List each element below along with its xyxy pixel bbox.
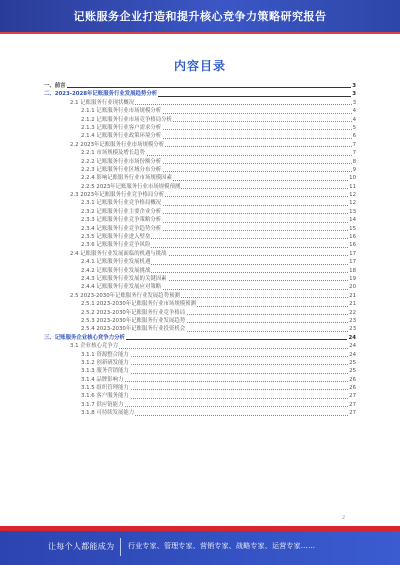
report-title: 记账服务企业打造和提升核心竞争力策略研究报告 [73, 10, 327, 23]
footer-tagline: 行业专家、管理专家、营销专家、战略专家、运营专家…… [128, 542, 316, 550]
toc-entry-title: 3.1.1 资源整合能力 [81, 351, 129, 358]
toc-entry-title: 2.3.6 记账服务行业竞争风险 [81, 242, 151, 249]
toc-entry-page: 24 [349, 351, 356, 358]
toc-entry-title: 2.5.1 2023-2030年记账服务行业市场规模预测 [81, 301, 196, 308]
toc-entry[interactable] [44, 199, 356, 207]
toc-entry-page: 12 [349, 192, 356, 199]
table-of-contents [44, 82, 356, 418]
toc-entry-title: 2.1.4 记账服务行业政策环境分析 [81, 133, 162, 140]
toc-entry-title: 2.2.4 影响记账服务行业市场规模因素 [81, 175, 172, 182]
toc-entry-title: 2.2.1 市场规模及增长趋势 [81, 150, 145, 157]
toc-entry-page: 17 [349, 250, 356, 257]
toc-entry[interactable] [44, 174, 356, 182]
toc-entry-title: 2.4.2 记账服务行业发展挑战 [81, 267, 151, 274]
toc-entry[interactable] [44, 292, 356, 300]
toc-entry-title: 3.1.8 可持续发展能力 [81, 410, 135, 417]
toc-entry-title: 2.3.2 记账服务行业主要企业分析 [81, 208, 162, 215]
toc-entry[interactable] [44, 367, 356, 375]
toc-entry[interactable] [44, 392, 356, 400]
toc-entry-page: 16 [349, 234, 356, 241]
toc-heading: 内容目录 [173, 59, 226, 73]
toc-entry-page: 27 [349, 401, 356, 408]
toc-entry-page: 3 [352, 91, 356, 98]
toc-entry-page: 7 [352, 141, 356, 148]
toc-entry-page: 6 [352, 133, 356, 140]
toc-entry-page: 15 [349, 225, 356, 232]
toc-entry-page: 21 [349, 301, 356, 308]
toc-entry[interactable] [44, 116, 356, 124]
toc-entry-page: 5 [352, 124, 356, 131]
toc-entry-page: 11 [349, 183, 356, 190]
toc-entry-page: 22 [349, 309, 356, 316]
toc-entry[interactable] [44, 258, 356, 266]
toc-entry-page: 7 [352, 150, 356, 157]
toc-entry[interactable] [44, 359, 356, 367]
toc-entry[interactable] [44, 351, 356, 359]
toc-entry-page: 20 [349, 284, 356, 291]
toc-entry[interactable] [44, 149, 356, 157]
toc-entry-page: 10 [349, 175, 356, 182]
toc-entry[interactable] [44, 124, 356, 132]
toc-entry-page: 3 [352, 99, 356, 106]
toc-entry[interactable] [44, 309, 356, 317]
toc-entry-title: 2.5.4 2023-2030年记账服务行业投资机会 [81, 326, 186, 333]
toc-entry[interactable] [44, 225, 356, 233]
toc-entry-title: 2.1.2 记账服务行业市场竞争格局分析 [81, 116, 172, 123]
toc-entry-title: 2.5.2 2023-2030年记账服务行业竞争格局 [81, 309, 186, 316]
toc-entry-page: 23 [349, 326, 356, 333]
toc-entry-title: 2.3.4 记账服务行业竞争趋势分析 [81, 225, 162, 232]
toc-entry[interactable] [44, 250, 356, 258]
toc-entry-title: 3.1.7 供应链能力 [81, 401, 124, 408]
toc-leader [44, 87, 352, 88]
toc-entry-page: 16 [349, 242, 356, 249]
toc-entry[interactable] [44, 241, 356, 249]
toc-entry-title: 2.5.3 2023-2030年记账服务行业发展趋势 [81, 317, 186, 324]
toc-entry-title: 3.1.6 客户服务能力 [81, 393, 129, 400]
toc-entry-page: 23 [349, 317, 356, 324]
toc-entry-title: 2.1 记账服务行业现状概况 [70, 99, 135, 106]
toc-entry-title: 2.3.1 记账服务行业竞争格局概况 [81, 200, 162, 207]
toc-entry-page: 13 [349, 208, 356, 215]
toc-entry[interactable] [44, 334, 356, 342]
toc-entry-page: 17 [349, 259, 356, 266]
toc-entry[interactable] [44, 208, 356, 216]
toc-entry-page: 9 [352, 166, 356, 173]
report-header [0, 0, 400, 34]
toc-entry-title: 3.1.3 服务营销能力 [81, 368, 129, 375]
toc-entry-title: 3.1.5 组织管理能力 [81, 385, 129, 392]
toc-entry-page: 12 [349, 200, 356, 207]
toc-entry-page: 18 [349, 267, 356, 274]
toc-entry-title: 2.2 2023年记账服务行业市场规模分析 [70, 141, 165, 148]
toc-entry[interactable] [44, 166, 356, 174]
footer-slogan: 让每个人都能成为 [48, 542, 115, 551]
toc-entry-page: 19 [349, 275, 356, 282]
toc-entry[interactable] [44, 401, 356, 409]
footer-divider [120, 538, 121, 556]
toc-entry[interactable] [44, 158, 356, 166]
toc-entry-page: 25 [349, 368, 356, 375]
toc-entry[interactable] [44, 283, 356, 291]
toc-entry-page: 4 [352, 108, 356, 115]
toc-entry[interactable] [44, 216, 356, 224]
toc-entry-title: 2.4 记账服务行业发展面临的机遇与挑战 [70, 250, 167, 257]
toc-entry-title: 2.2.3 记账服务行业区域分布分析 [81, 166, 162, 173]
toc-entry[interactable] [44, 183, 356, 191]
toc-entry-page: 25 [349, 359, 356, 366]
toc-entry[interactable] [44, 317, 356, 325]
toc-entry-title: 2.4.3 记账服务行业发展的关键因素 [81, 275, 167, 282]
toc-entry-page: 24 [349, 343, 356, 350]
toc-entry[interactable] [44, 376, 356, 384]
toc-entry-title: 三、记账服务企业核心竞争力分析 [44, 334, 125, 341]
toc-entry[interactable] [44, 141, 356, 149]
toc-entry[interactable] [44, 191, 356, 199]
toc-entry-title: 2.3 2023年记账服务行业竞争格局分析 [70, 192, 165, 199]
toc-entry-title: 一、前言 [44, 83, 66, 89]
toc-entry[interactable] [44, 342, 356, 350]
toc-entry[interactable] [44, 107, 356, 115]
toc-entry-title: 2.3.5 记账服务行业进入壁垒 [81, 234, 151, 241]
toc-entry-title: 二、2023-2028年记账服务行业发展趋势分析 [44, 91, 158, 98]
toc-entry[interactable] [44, 275, 356, 283]
toc-entry[interactable] [44, 99, 356, 107]
toc-entry-page: 24 [348, 334, 356, 341]
toc-entry-page: 27 [349, 410, 356, 417]
toc-entry-page: 14 [349, 217, 356, 224]
toc-entry-title: 3.1.4 品牌影响力 [81, 376, 124, 383]
toc-entry-title: 2.1.1 记账服务行业市场规模分析 [81, 108, 162, 115]
toc-entry-page: 27 [349, 393, 356, 400]
toc-entry-page: 3 [352, 83, 356, 89]
toc-entry-title: 3.1 企业核心竞争力 [70, 343, 119, 350]
toc-entry[interactable] [44, 300, 356, 308]
toc-entry[interactable] [44, 132, 356, 140]
toc-entry-title: 2.2.2 记账服务行业市场份额分析 [81, 158, 162, 165]
toc-entry-page: 8 [352, 158, 356, 165]
toc-entry-page: 26 [349, 385, 356, 392]
toc-entry-title: 3.1.2 创新研发能力 [81, 359, 129, 366]
toc-entry-title: 2.5 2023-2030年记账服务行业发展趋势预测 [70, 292, 180, 299]
toc-entry-title: 2.2.5 2023年记账服务行业市场规模预测 [81, 183, 181, 190]
toc-entry-page: 26 [349, 376, 356, 383]
toc-entry-title: 2.4.4 记账服务行业发展应对策略 [81, 284, 162, 291]
toc-entry[interactable] [44, 90, 356, 98]
toc-entry[interactable] [44, 325, 356, 333]
toc-entry[interactable] [44, 409, 356, 417]
toc-entry-title: 2.4.1 记账服务行业发展机遇 [81, 259, 151, 266]
toc-entry-title: 2.3.3 记账服务行业竞争策略分析 [81, 217, 162, 224]
toc-entry[interactable] [44, 267, 356, 275]
toc-entry-page: 4 [352, 116, 356, 123]
toc-entry-page: 21 [349, 292, 356, 299]
toc-entry[interactable] [44, 233, 356, 241]
page-number: 2 [342, 515, 346, 521]
toc-entry[interactable] [44, 384, 356, 392]
toc-entry-title: 2.1.3 记账服务行业客户需求分析 [81, 124, 162, 131]
toc-entry[interactable] [44, 82, 356, 90]
